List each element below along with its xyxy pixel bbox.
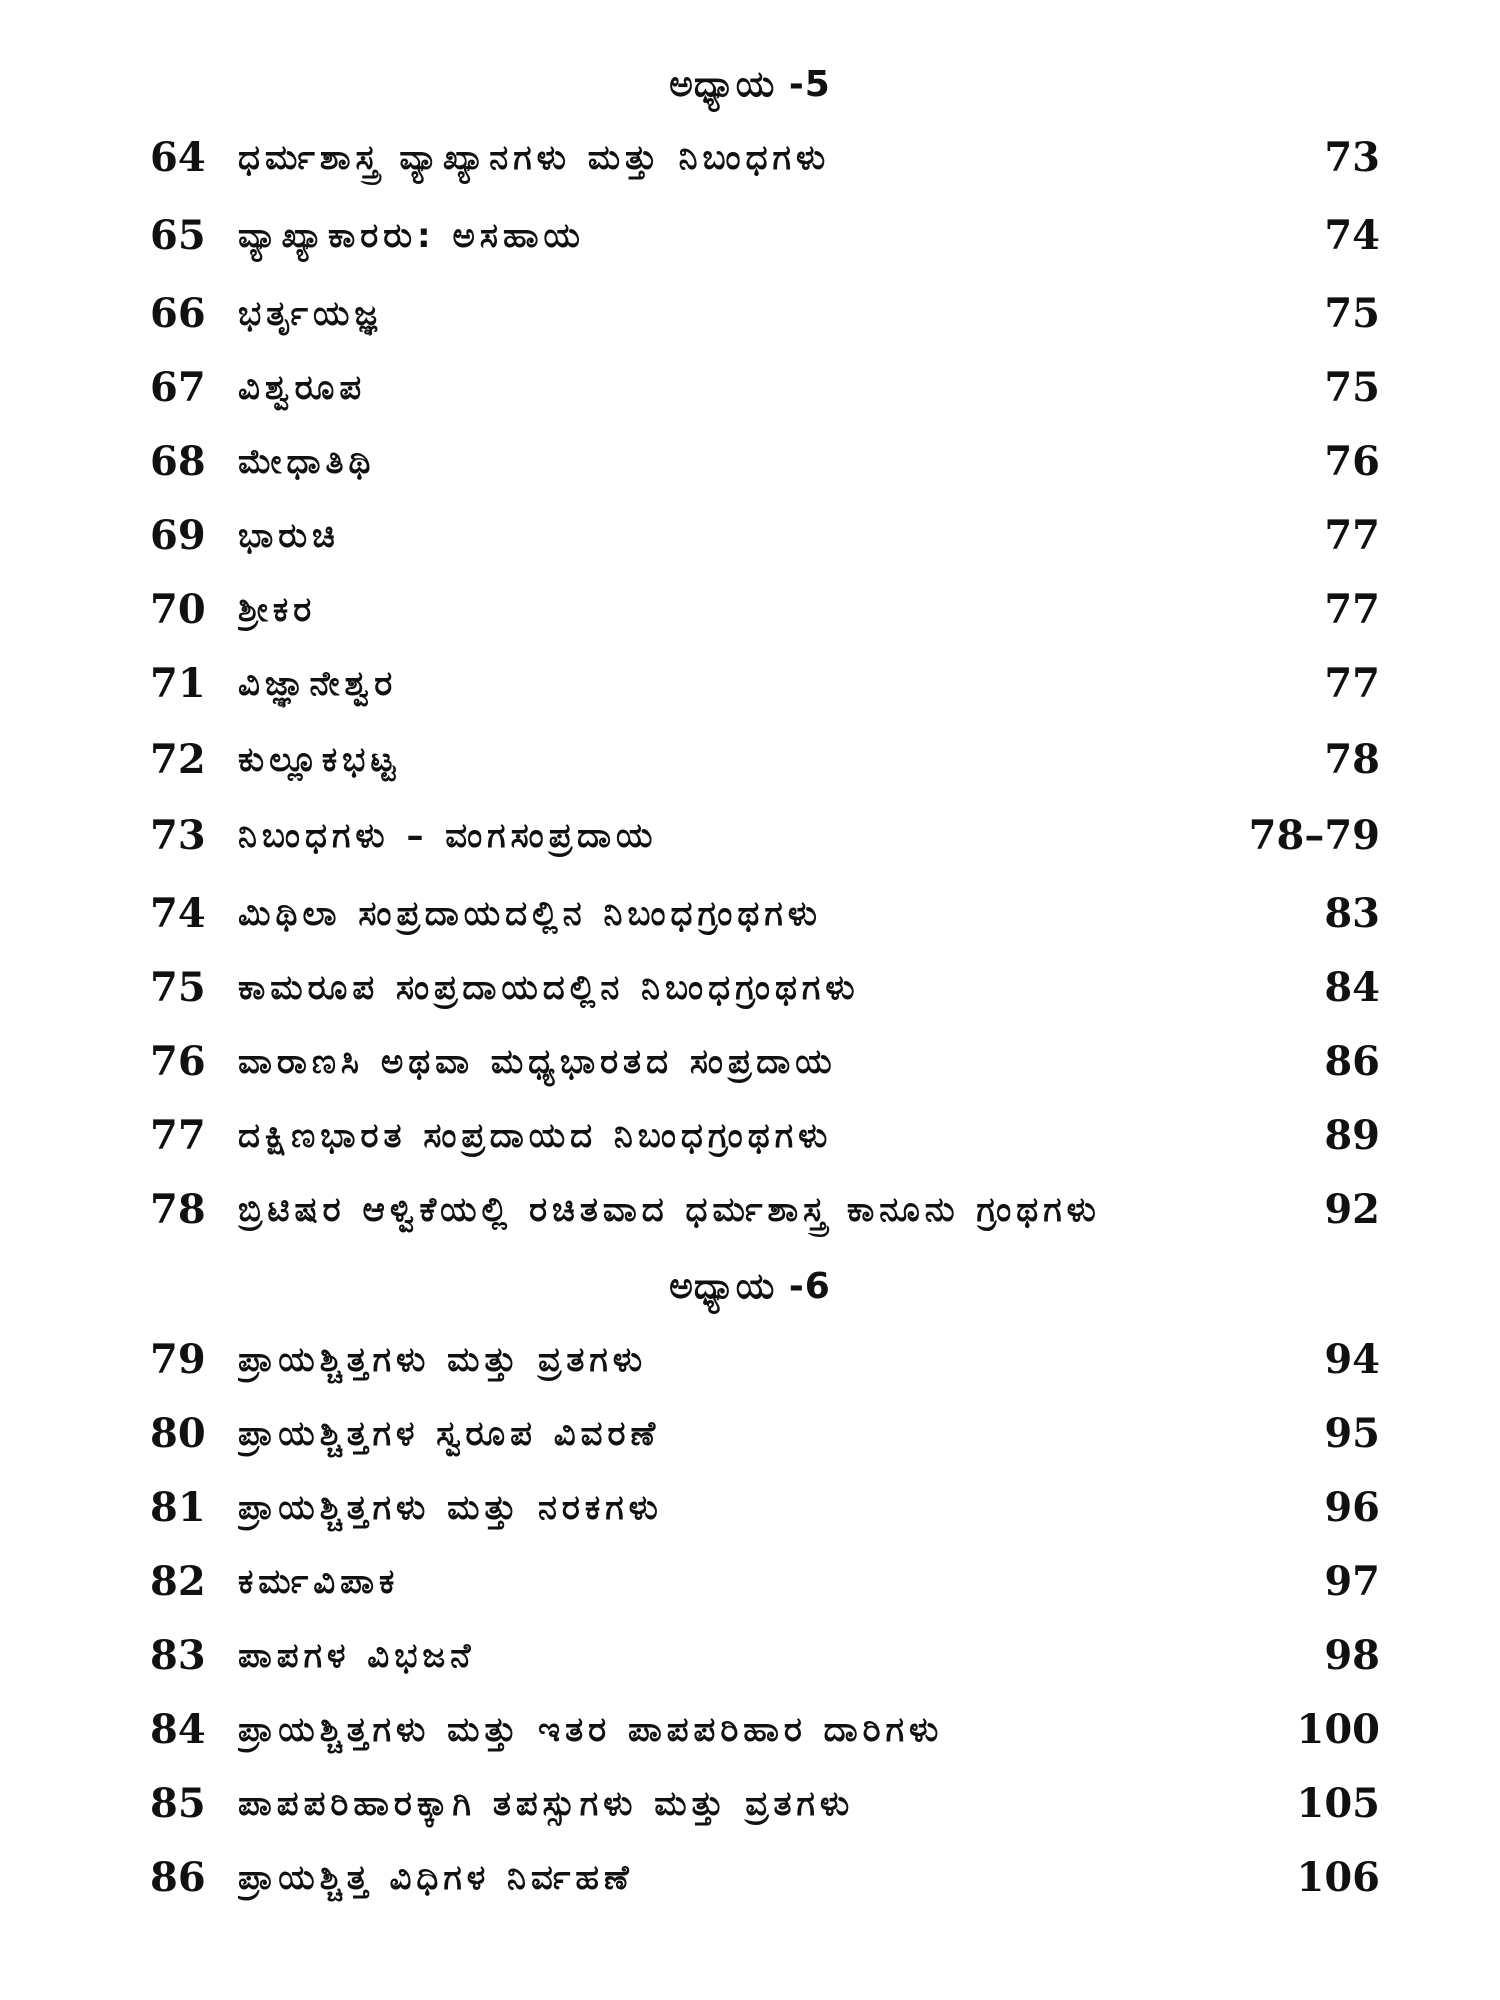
entry-page-number: 73 — [1324, 134, 1380, 181]
entry-page-number: 75 — [1324, 290, 1380, 337]
toc-entry — [0, 432, 1500, 492]
entry-title: ಪ್ರಾಯಶ್ಚಿತ್ತಗಳು ಮತ್ತು ನರಕಗಳು — [238, 1488, 663, 1528]
entry-number: 76 — [150, 1038, 206, 1085]
entry-page-number: 77 — [1324, 660, 1380, 707]
entry-page-number: 97 — [1324, 1558, 1380, 1605]
entry-title: ಧರ್ಮಶಾಸ್ತ್ರ ವ್ಯಾಖ್ಯಾನಗಳು ಮತ್ತು ನಿಬಂಧಗಳು — [238, 138, 831, 178]
entry-title: ಮೇಧಾತಿಥಿ — [238, 442, 376, 482]
entry-number: 84 — [150, 1706, 206, 1753]
toc-entry — [0, 1552, 1500, 1612]
entry-number: 81 — [150, 1484, 206, 1531]
entry-number: 66 — [150, 290, 206, 337]
entry-page-number: 78 — [1324, 736, 1380, 783]
toc-entry — [0, 1106, 1500, 1166]
entry-title: ಪ್ರಾಯಶ್ಚಿತ್ತಗಳ ಸ್ವರೂಪ ವಿವರಣೆ — [238, 1414, 661, 1454]
entry-number: 80 — [150, 1410, 206, 1457]
entry-number: 79 — [150, 1336, 206, 1383]
toc-entry — [0, 1404, 1500, 1464]
entry-number: 69 — [150, 512, 206, 559]
entry-page-number: 86 — [1324, 1038, 1380, 1085]
toc-entry — [0, 884, 1500, 944]
entry-page-number: 78–79 — [1248, 812, 1380, 859]
toc-entry — [0, 1626, 1500, 1686]
entry-title: ವ್ಯಾಖ್ಯಾಕಾರರು: ಅಸಹಾಯ — [238, 216, 585, 256]
entry-page-number: 74 — [1324, 212, 1380, 259]
toc-entry — [0, 1032, 1500, 1092]
entry-title: ಶ್ರೀಕರ — [238, 590, 317, 630]
entry-number: 78 — [150, 1186, 206, 1233]
entry-page-number: 100 — [1296, 1706, 1380, 1753]
entry-title: ಬ್ರಿಟಿಷರ ಆಳ್ವಿಕೆಯಲ್ಲಿ ರಚಿತವಾದ ಧರ್ಮಶಾಸ್ತ್ರ ಕಾನೂನು ಗ್ರಂಥಗಳು — [238, 1190, 1101, 1230]
entry-title: ಕರ್ಮವಿಪಾಕ — [238, 1562, 400, 1602]
entry-title: ಪ್ರಾಯಶ್ಚಿತ್ತ ವಿಧಿಗಳ ನಿರ್ವಹಣೆ — [238, 1858, 634, 1898]
entry-page-number: 89 — [1324, 1112, 1380, 1159]
toc-entry — [0, 284, 1500, 344]
entry-page-number: 94 — [1324, 1336, 1380, 1383]
entry-title: ಭಾರುಚಿ — [238, 516, 340, 556]
entry-number: 71 — [150, 660, 206, 707]
entry-number: 74 — [150, 890, 206, 937]
entry-title: ಪಾಪಗಳ ವಿಭಜನೆ — [238, 1636, 476, 1676]
entry-number: 70 — [150, 586, 206, 633]
entry-page-number: 98 — [1324, 1632, 1380, 1679]
entry-title: ಮಿಥಿಲಾ ಸಂಪ್ರದಾಯದಲ್ಲಿನ ನಿಬಂಧಗ್ರಂಥಗಳು — [238, 894, 822, 934]
toc-entry — [0, 580, 1500, 640]
entry-title: ಪ್ರಾಯಶ್ಚಿತ್ತಗಳು ಮತ್ತು ಇತರ ಪಾಪಪರಿಹಾರ ದಾರಿಗಳು — [238, 1710, 944, 1750]
entry-number: 82 — [150, 1558, 206, 1605]
toc-entry — [0, 1478, 1500, 1538]
entry-page-number: 96 — [1324, 1484, 1380, 1531]
entry-title: ದಕ್ಷಿಣಭಾರತ ಸಂಪ್ರದಾಯದ ನಿಬಂಧಗ್ರಂಥಗಳು — [238, 1116, 833, 1156]
entry-title: ಭರ್ತೃಯಜ್ಞ — [238, 294, 383, 334]
toc-entry — [0, 128, 1500, 188]
entry-page-number: 77 — [1324, 586, 1380, 633]
entry-number: 86 — [150, 1854, 206, 1901]
entry-page-number: 95 — [1324, 1410, 1380, 1457]
chapter-heading: ಅಧ್ಯಾಯ -6 — [669, 1266, 831, 1307]
entry-page-number: 84 — [1324, 964, 1380, 1011]
entry-page-number: 105 — [1296, 1780, 1380, 1827]
toc-entry — [0, 654, 1500, 714]
entry-number: 65 — [150, 212, 206, 259]
entry-title: ನಿಬಂಧಗಳು – ವಂಗಸಂಪ್ರದಾಯ — [238, 816, 658, 856]
toc-entry — [0, 1180, 1500, 1240]
entry-number: 75 — [150, 964, 206, 1011]
toc-entry — [0, 1848, 1500, 1908]
chapter-heading: ಅಧ್ಯಾಯ -5 — [669, 64, 831, 105]
entry-title: ವಿಶ್ವರೂಪ — [238, 368, 367, 408]
entry-number: 68 — [150, 438, 206, 485]
entry-page-number: 92 — [1324, 1186, 1380, 1233]
toc-entry — [0, 1330, 1500, 1390]
entry-number: 67 — [150, 364, 206, 411]
entry-number: 64 — [150, 134, 206, 181]
entry-number: 77 — [150, 1112, 206, 1159]
entry-title: ವಿಜ್ಞಾನೇಶ್ವರ — [238, 664, 398, 704]
entry-page-number: 77 — [1324, 512, 1380, 559]
entry-title: ಪಾಪಪರಿಹಾರಕ್ಕಾಗಿ ತಪಸ್ಸುಗಳು ಮತ್ತು ವ್ರತಗಳು — [238, 1784, 855, 1824]
entry-number: 73 — [150, 812, 206, 859]
entry-title: ಕಾಮರೂಪ ಸಂಪ್ರದಾಯದಲ್ಲಿನ ನಿಬಂಧಗ್ರಂಥಗಳು — [238, 968, 860, 1008]
entry-title: ಪ್ರಾಯಶ್ಚಿತ್ತಗಳು ಮತ್ತು ವ್ರತಗಳು — [238, 1340, 648, 1380]
toc-entry — [0, 206, 1500, 266]
entry-number: 72 — [150, 736, 206, 783]
toc-entry — [0, 358, 1500, 418]
entry-number: 83 — [150, 1632, 206, 1679]
entry-page-number: 76 — [1324, 438, 1380, 485]
toc-entry — [0, 958, 1500, 1018]
entry-number: 85 — [150, 1780, 206, 1827]
entry-title: ವಾರಾಣಸಿ ಅಥವಾ ಮಧ್ಯಭಾರತದ ಸಂಪ್ರದಾಯ — [238, 1042, 837, 1082]
toc-entry — [0, 806, 1500, 866]
toc-entry — [0, 730, 1500, 790]
entry-title: ಕುಲ್ಲೂಕಭಟ್ಟ — [238, 740, 401, 780]
toc-entry — [0, 1700, 1500, 1760]
entry-page-number: 75 — [1324, 364, 1380, 411]
entry-page-number: 106 — [1296, 1854, 1380, 1901]
toc-entry — [0, 1774, 1500, 1834]
toc-entry — [0, 506, 1500, 566]
entry-page-number: 83 — [1324, 890, 1380, 937]
